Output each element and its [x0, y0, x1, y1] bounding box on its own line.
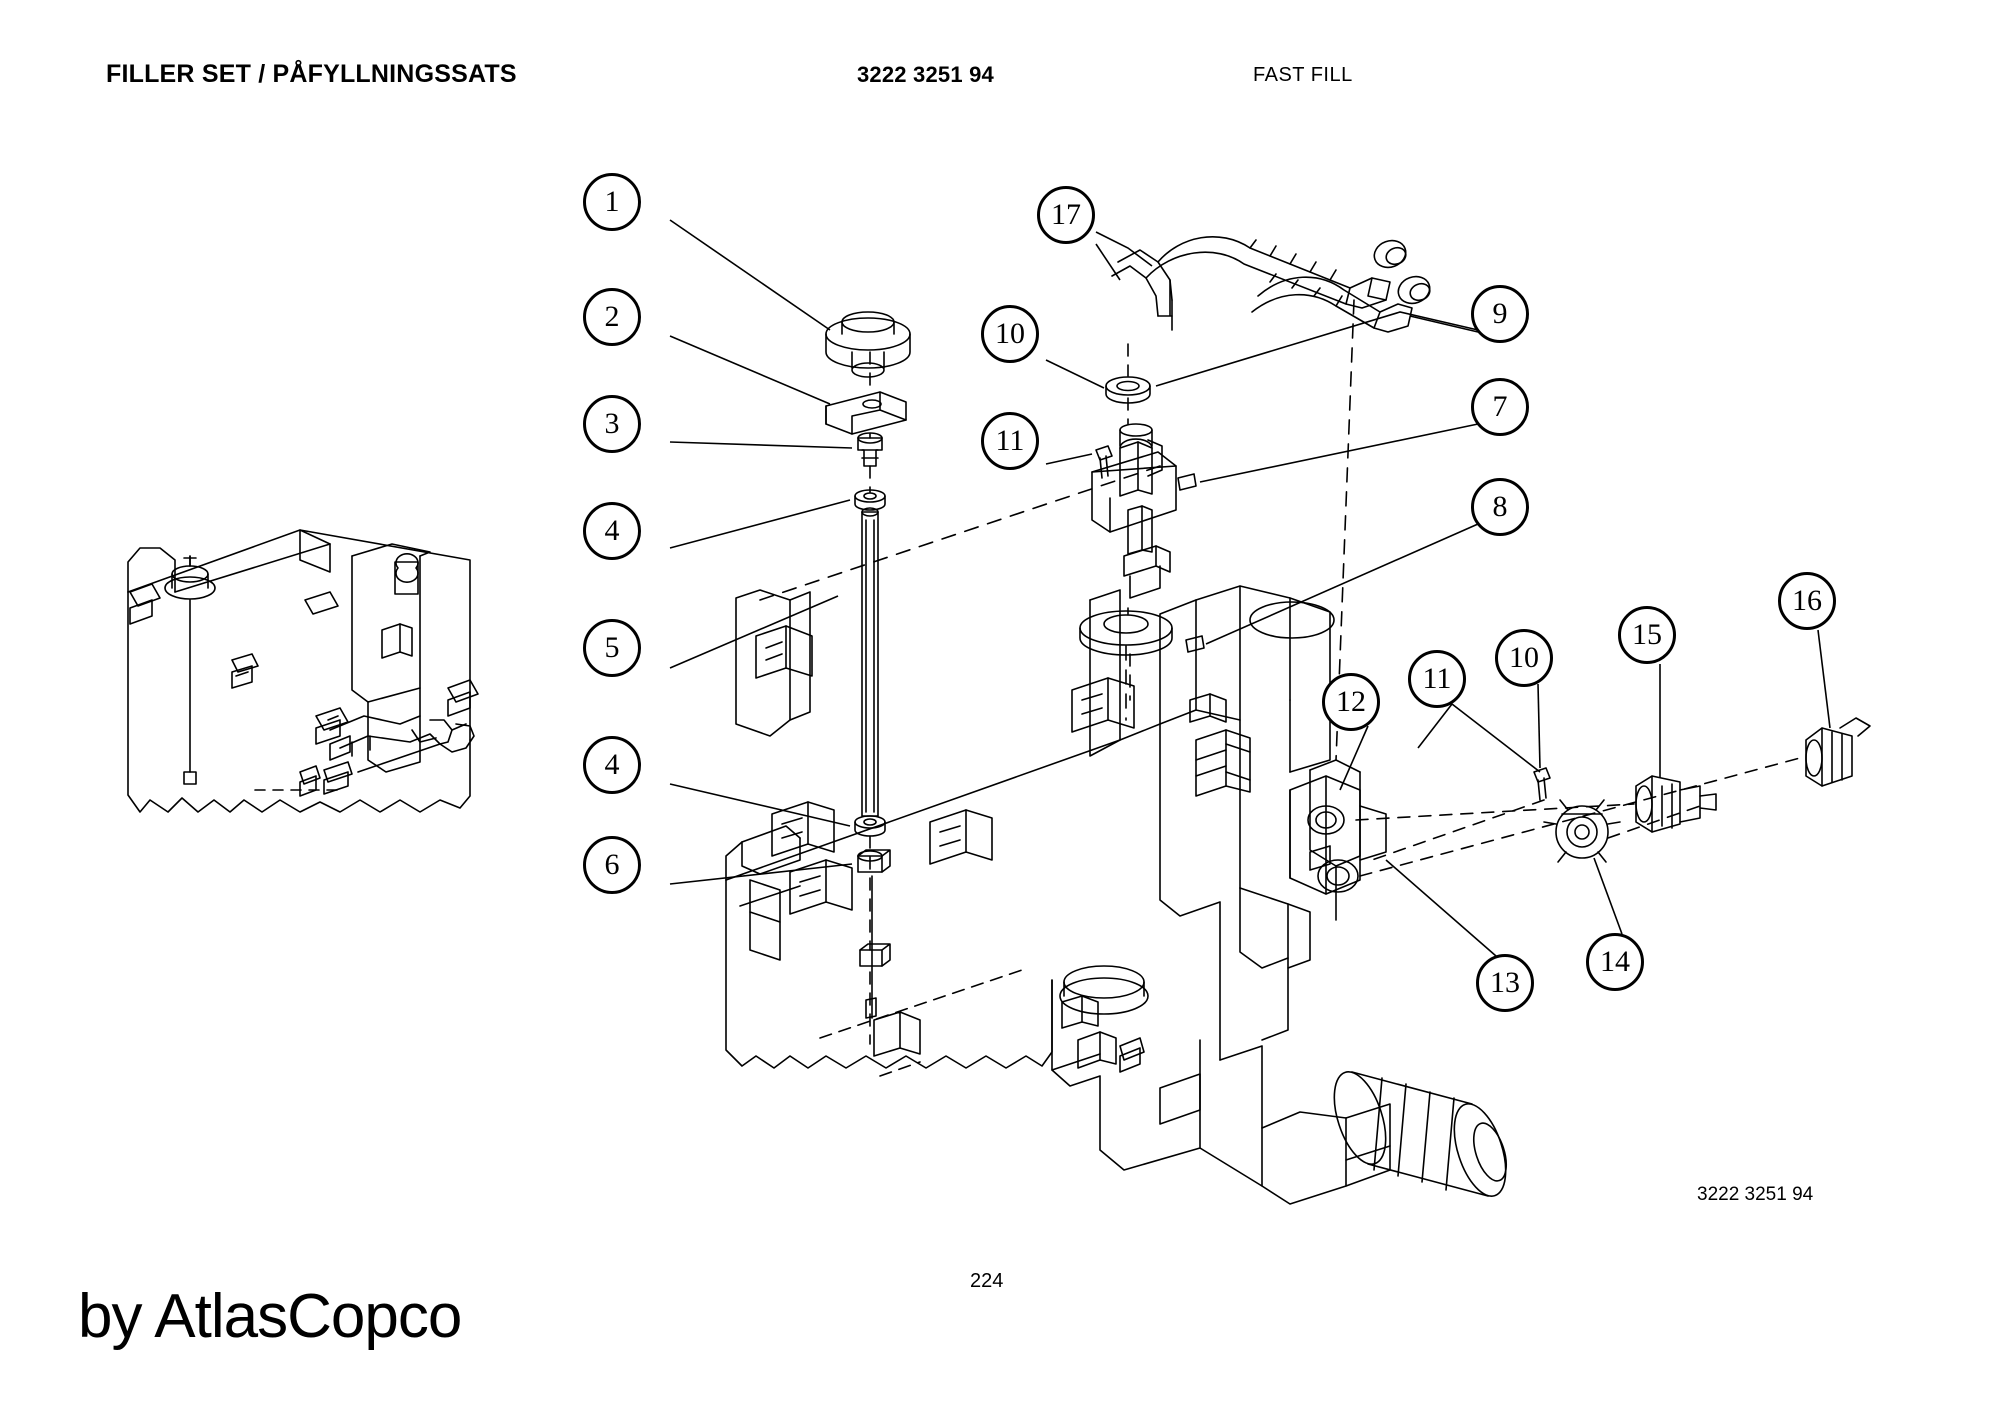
callout-16[interactable]: [1778, 572, 1836, 630]
brand-logo-text: by AtlasCopco: [78, 1282, 462, 1351]
callout-label: 5: [604, 631, 620, 664]
callout-label: 9: [1492, 297, 1508, 330]
header-part-number: 3222 3251 94: [857, 62, 994, 87]
parts-column-right: [1290, 718, 1870, 894]
callout-label: 1: [604, 185, 620, 218]
callout-7[interactable]: [1471, 378, 1529, 436]
callout-10-upper[interactable]: [981, 305, 1039, 363]
callout-10-lower[interactable]: [1495, 629, 1553, 687]
callout-label: 13: [1490, 966, 1520, 999]
callout-label: 12: [1336, 685, 1366, 718]
callout-3[interactable]: [583, 395, 641, 453]
callout-label: 17: [1051, 198, 1081, 231]
callout-12[interactable]: [1322, 673, 1380, 731]
parts-column-left: [826, 312, 910, 1044]
callout-2[interactable]: [583, 288, 641, 346]
callout-4-lower[interactable]: [583, 736, 641, 794]
callout-label: 7: [1492, 390, 1508, 423]
callout-6[interactable]: [583, 836, 641, 894]
callout-label: 6: [604, 848, 620, 881]
callout-leader-lines: [670, 220, 1830, 956]
callout-17[interactable]: [1037, 186, 1095, 244]
assembly-trace-lines: [760, 300, 1354, 760]
callout-label: 11: [995, 424, 1025, 457]
cylinder-end: [1324, 1066, 1516, 1203]
callout-label: 4: [604, 748, 620, 781]
page-number: 224: [970, 1270, 1004, 1292]
callout-label: 2: [604, 300, 620, 333]
callout-9[interactable]: [1471, 285, 1529, 343]
reference-view-thumbnail: [128, 530, 478, 812]
parts-column-center: [1080, 236, 1433, 700]
callout-15[interactable]: [1618, 606, 1676, 664]
header-variant: FAST FILL: [1253, 64, 1353, 86]
callout-label: 10: [995, 317, 1025, 350]
callout-14[interactable]: [1586, 933, 1644, 991]
footer-part-number: 3222 3251 94: [1697, 1184, 1814, 1205]
callout-label: 4: [604, 514, 620, 547]
callout-label: 15: [1632, 618, 1662, 651]
callout-label: 16: [1792, 584, 1822, 617]
page-title: FILLER SET / PÅFYLLNINGSSATS: [106, 60, 517, 88]
main-frame-body: [726, 586, 1516, 1204]
callout-4-upper[interactable]: [583, 502, 641, 560]
callout-label: 14: [1600, 945, 1630, 978]
callout-13[interactable]: [1476, 954, 1534, 1012]
callout-label: 3: [604, 407, 620, 440]
callout-label: 10: [1509, 641, 1539, 674]
callout-1[interactable]: [583, 173, 641, 231]
callout-8[interactable]: [1471, 478, 1529, 536]
callout-5[interactable]: [583, 619, 641, 677]
callout-11-upper[interactable]: [981, 412, 1039, 470]
callout-label: 8: [1492, 490, 1508, 523]
callout-label: 11: [1422, 662, 1452, 695]
callout-11-lower[interactable]: [1408, 650, 1466, 708]
